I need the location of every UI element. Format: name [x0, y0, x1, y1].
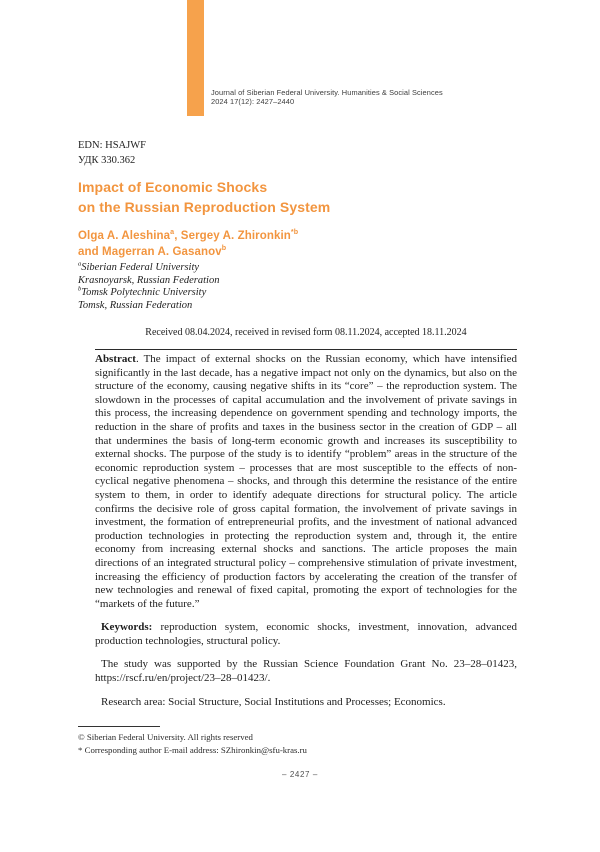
abstract-text: . The impact of external shocks on the Russian economy, which have intensified significantly in the last decade, has a negative impact not only on the dynamics, but also on the structure of the economy, causing negative shifts in its “core” – the reproduction system. The slowdown in the processes of capital accumulation and the involvement of private savings in this process, the increasing dependence on government spending and technology imports, the reduction in the share of profits and taxes in the business sector in the creation of GDP – all that undermines the basis of long-term economic growth and increases its susceptibility to external shocks. The purpose of the study is to identify “problem” areas in the structure of the economic reproduction system – processes that are most susceptible to the effects of non-cyclical negative phenomena – shocks, and through this determine the resistance of the entire system to them, in order to identify adequate directions for structural policy. The article confirms the decisive role of gross capital formation, the involvement of private savings in investment, the formation of entrepreneurial profits, and the investment of national advanced production technologies in protecting the reproduction system and, through it, the entire economy from increasing external shocks and sanctions. The article proposes the main directions of an integrated structural policy – comprehensive stimulation of private investment, increasing the efficiency of production factors by accelerating the creation of the transfer of new technologies and renewal of fixed capital, promoting the export of technologies for the “markets of the future.” — [95, 353, 517, 610]
author-name: Olga A. Aleshina — [78, 230, 171, 242]
authors-line2 — [78, 245, 298, 261]
abstract-label: Abstract — [95, 353, 136, 365]
affiliation-line: $^b$Tomsk Polytechnic University — [78, 285, 207, 299]
received-line: Received 08.04.2024, received in revised form 08.11.2024, accepted 18.11.2024 — [145, 327, 467, 338]
affiliation-line: $^a$Siberian Federal University — [78, 260, 200, 273]
corresponding-author-line: * Corresponding author E-mail address: SZhironkin@sfu-kras.ru — [78, 745, 307, 755]
affiliations-block — [78, 262, 219, 312]
affiliation-line: Krasnoyarsk, Russian Federation — [78, 274, 220, 286]
journal-header — [211, 88, 443, 106]
article-title — [78, 178, 330, 217]
edn-code: EDN: HSAJWF — [78, 140, 146, 151]
journal-accent-bar — [187, 0, 204, 116]
author-name: and Magerran A. Gasanov — [78, 245, 222, 258]
footnote-block — [78, 726, 500, 757]
author-affiliation-mark: *b — [290, 228, 299, 237]
author-affiliation-mark: a — [170, 228, 175, 237]
keywords-label: Keywords: — [101, 621, 153, 634]
footnote-divider — [78, 726, 160, 727]
article-codes — [78, 139, 146, 168]
author-name: , Sergey A. Zhironkin — [174, 230, 291, 242]
funding-paragraph: The study was supported by the Russian Science Foundation Grant No. 23–28–01423, https://rscf.ru/en/project/23–28–01423/. — [95, 658, 517, 685]
page-number: – 2427 – — [282, 770, 318, 779]
research-area-paragraph: Research area: Social Structure, Social Institutions and Processes; Economics. — [101, 695, 446, 708]
keywords-text: reproduction system, economic shocks, investment, innovation, advanced production technologies, structural policy. — [95, 621, 517, 647]
authors-block — [78, 229, 298, 260]
journal-title-line: Journal of Siberian Federal University. Humanities & Social Sciences — [211, 88, 443, 97]
abstract-block — [95, 349, 517, 709]
journal-issue-line: 2024 17(12): 2427–2440 — [211, 97, 295, 106]
abstract-paragraph — [95, 353, 517, 611]
copyright-line: © Siberian Federal University. All rights reserved — [78, 732, 253, 742]
article-title-line2: on the Russian Reproduction System — [78, 198, 331, 215]
article-title-line1: Impact of Economic Shocks — [78, 179, 268, 195]
author-affiliation-mark: b — [221, 243, 227, 252]
authors-line1 — [78, 229, 298, 245]
keywords-paragraph — [95, 621, 517, 648]
affiliation-line: Tomsk, Russian Federation — [78, 299, 193, 311]
udk-code: УДК 330.362 — [78, 154, 136, 166]
